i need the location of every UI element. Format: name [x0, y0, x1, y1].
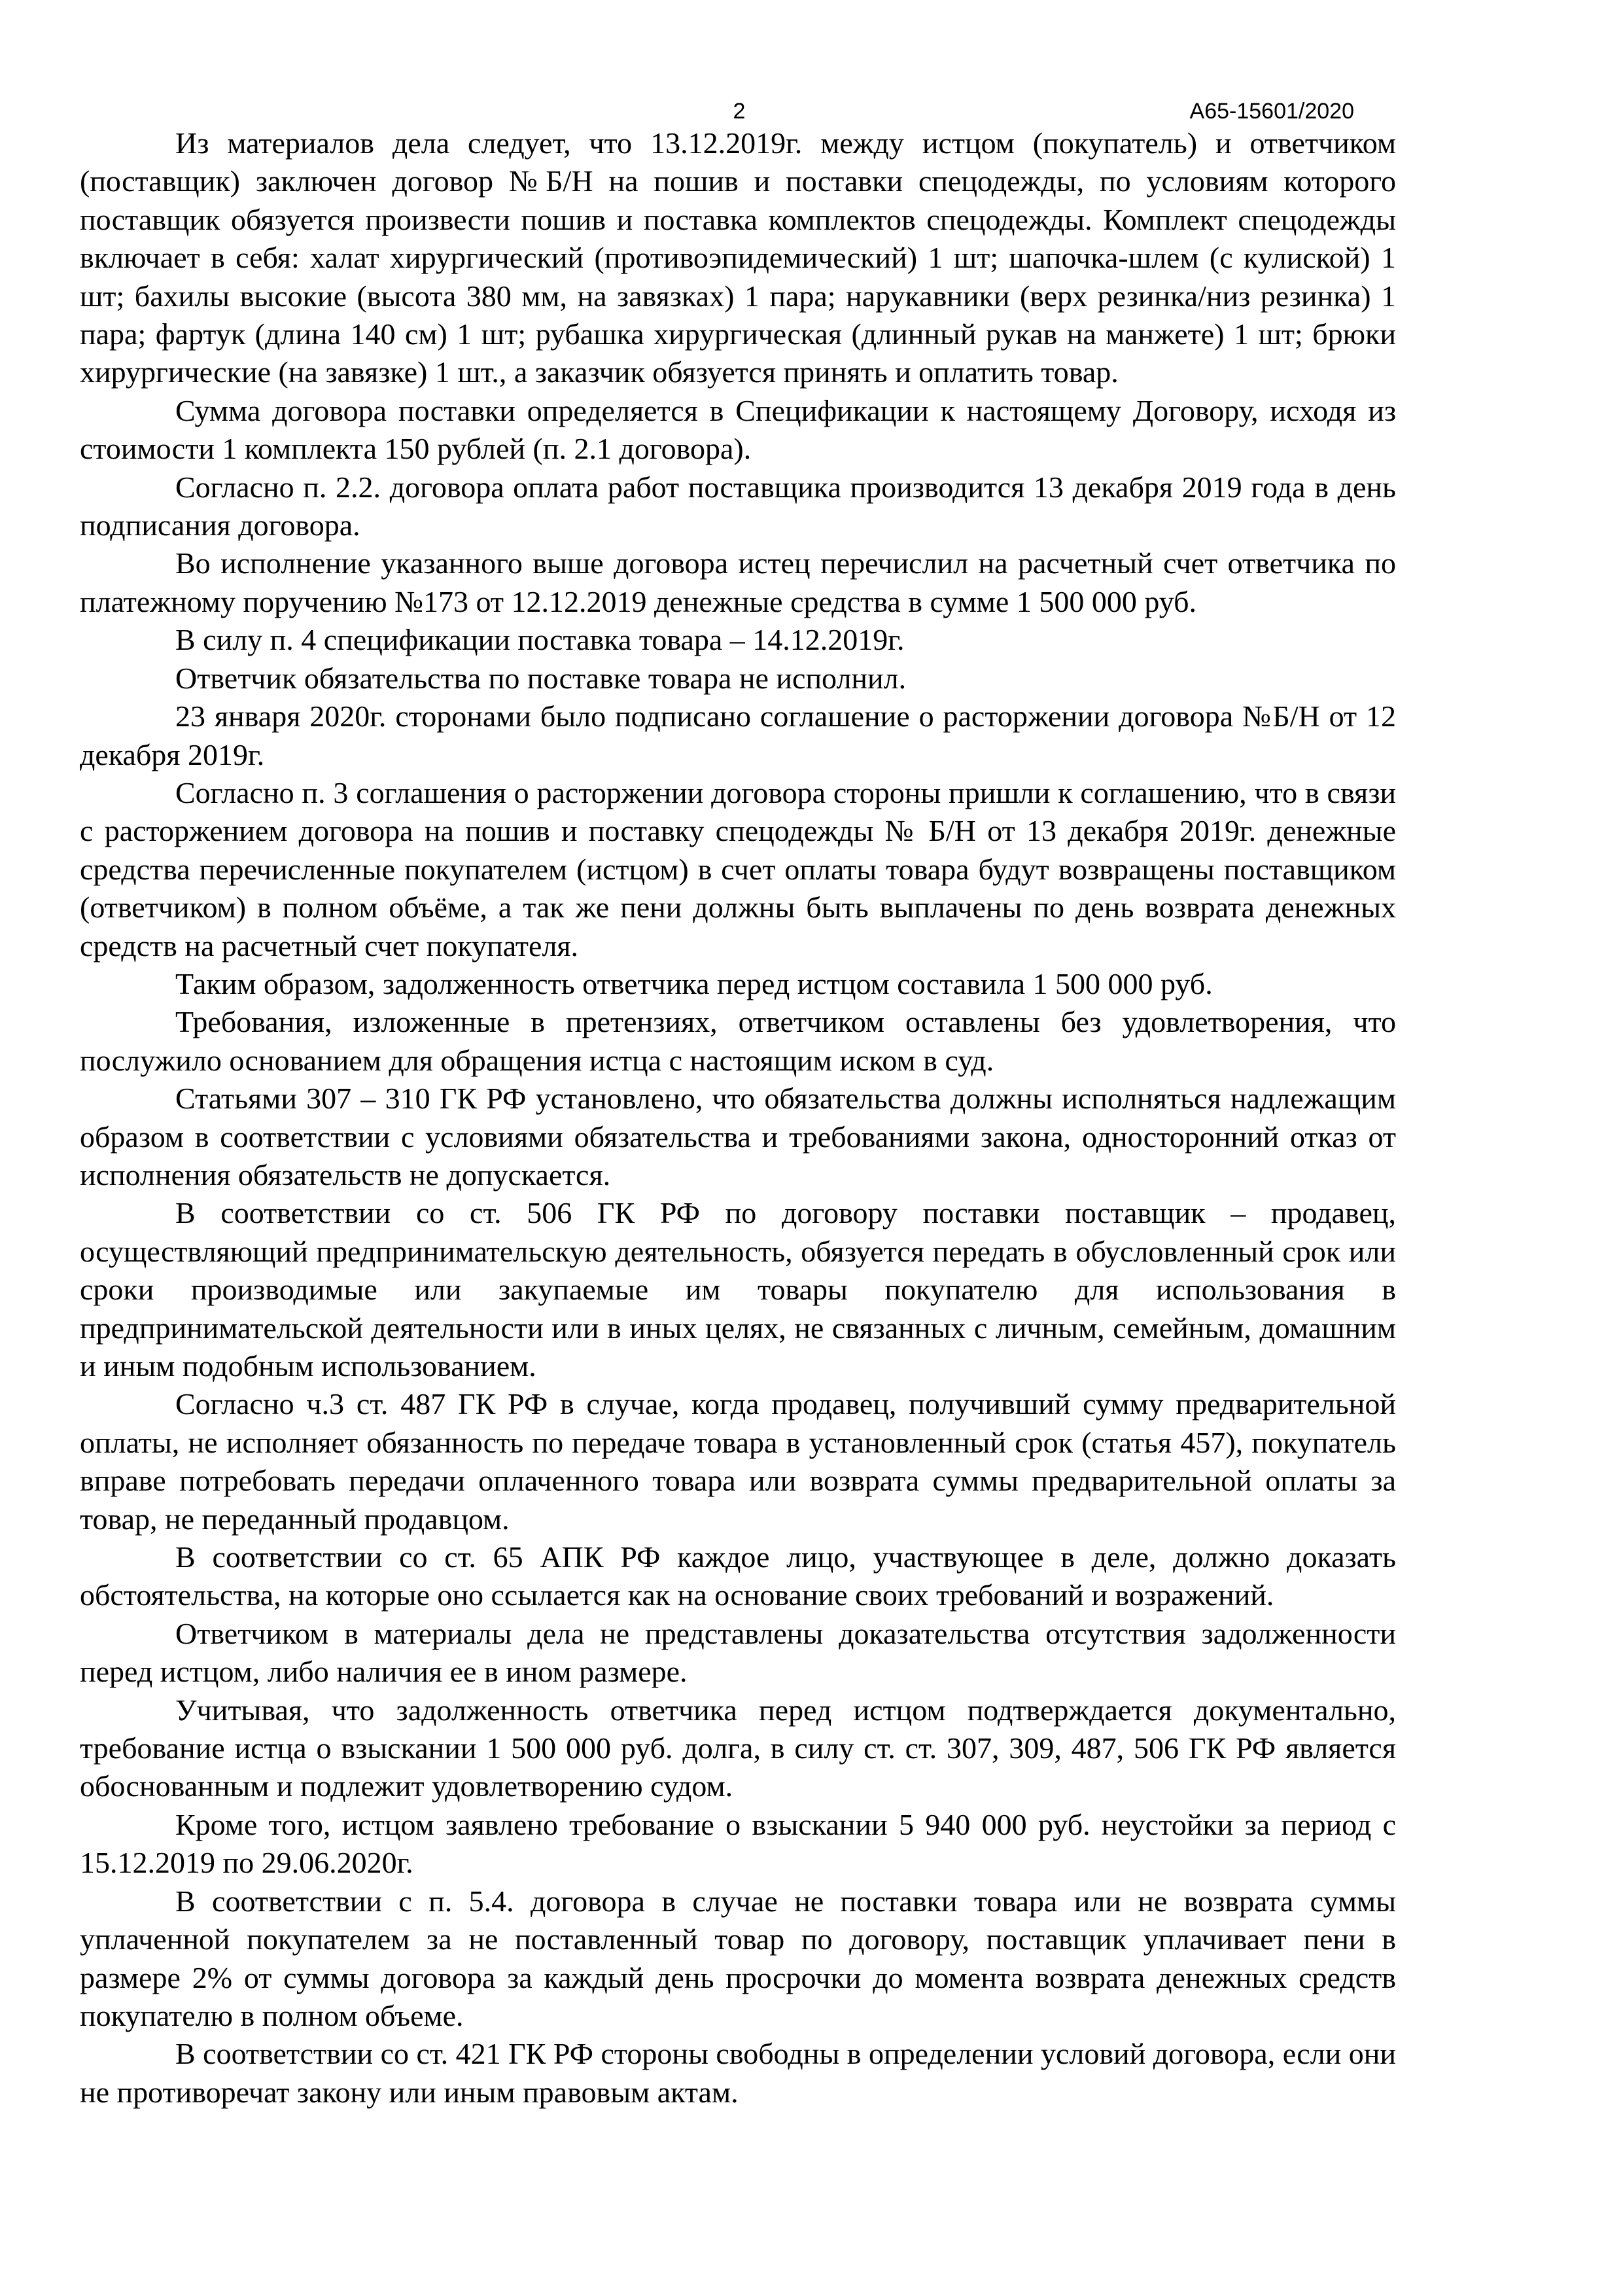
paragraph-penalty-claim: Кроме того, истцом заявлено требование о взыскании 5 940 000 руб. неустойки за период с 15.12.2019 по 29.06.2020г. — [80, 1807, 1396, 1880]
paragraph-no-evidence: Ответчиком в материалы дела не представлены доказательства отсутствия задолженности перед истцом, либо наличия ее в ином размере. — [80, 1616, 1396, 1689]
paragraph-clause-5-4: В соответствии с п. 5.4. договора в случае не поставки товара или не возврата суммы уплаченной покупателем за не поставленный товар по договору, поставщик уплачивает пени в размере 2% от суммы договора за каждый день просрочки до момента возврата денежных средств покупателю в полном объеме. — [80, 1884, 1396, 2032]
paragraph-article-506: В соответствии со ст. 506 ГК РФ по договору поставки поставщик – продавец, осуществляющий предпринимательскую деятельность, обязуется передать в обусловленный срок или сроки производимые или закупаемые им товары покупателю для использования в предпринимательской деятельности или в иных целях, не связанных с личным, семейным, домашним и иным подобным использованием. — [80, 1196, 1396, 1383]
case-number: А65-15601/2020 — [1189, 99, 1354, 124]
paragraph-non-performance: Ответчик обязательства по поставке товара не исполнил. — [175, 661, 907, 695]
paragraph-claims: Требования, изложенные в претензиях, ответчиком оставлены без удовлетворения, что послужило основанием для обращения истца с настоящим иском в суд. — [80, 1005, 1396, 1077]
paragraph-contract-sum: Сумма договора поставки определяется в Спецификации к настоящему Договору, исходя из стоимости 1 комплекта 150 рублей (п. 2.1 договора). — [80, 393, 1396, 466]
paragraph-article-487: Согласно ч.3 ст. 487 ГК РФ в случае, когда продавец, получивший сумму предварительной оплаты, не исполняет обязанность по передаче товара в установленный срок (статья 457), покупатель вправе потребовать передачи оплаченного товара или возврата суммы предварительной оплаты за товар, не переданный продавцом. — [80, 1387, 1396, 1536]
document-body — [80, 124, 1396, 2111]
paragraph-article-65: В соответствии со ст. 65 АПК РФ каждое лицо, участвующее в деле, должно доказать обстоятельства, на которые оно ссылается как на основание своих требований и возражений. — [80, 1540, 1396, 1612]
paragraph-delivery-date: В силу п. 4 спецификации поставка товара – 14.12.2019г. — [175, 623, 905, 657]
paragraph-termination: 23 января 2020г. сторонами было подписано соглашение о расторжении договора №Б/Н от 12 декабря 2019г. — [80, 699, 1396, 771]
paragraph-transfer: Во исполнение указанного выше договора истец перечислил на расчетный счет ответчика по платежному поручению №173 от 12.12.2019 денежные средства в сумме 1 500 000 руб. — [80, 546, 1396, 618]
paragraph-articles-307-310: Статьями 307 – 310 ГК РФ установлено, что обязательства должны исполняться надлежащим образом в соответствии с условиями обязательства и требованиями закона, односторонний отказ от исполнения обязательств не допускается. — [80, 1082, 1396, 1192]
paragraph-termination-terms: Согласно п. 3 соглашения о расторжении договора стороны пришли к соглашению, что в связи с расторжением договора на пошив и поставку спецодежды № Б/Н от 13 декабря 2019г. денежные средства перечисленные покупателем (истцом) в счет оплаты товара будут возвращены поставщиком (ответчиком) в полном объёме, а так же пени должны быть выплачены по день возврата денежных средств на расчетный счет покупателя. — [80, 775, 1396, 963]
paragraph-article-421: В соответствии со ст. 421 ГК РФ стороны свободны в определении условий договора, если они не противоречат закону или иным правовым актам. — [80, 2037, 1397, 2109]
paragraph-payment-date: Согласно п. 2.2. договора оплата работ поставщика производится 13 декабря 2019 года в день подписания договора. — [80, 470, 1396, 542]
paragraph-debt-recovery: Учитывая, что задолженность ответчика перед истцом подтверждается документально, требование истца о взыскании 1 500 000 руб. долга, в силу ст. ст. 307, 309, 487, 506 ГК РФ является обоснованным и подлежит удовлетворению судом. — [80, 1693, 1396, 1803]
page-number: 2 — [733, 99, 746, 124]
paragraph-contract-terms: Из материалов дела следует, что 13.12.2019г. между истцом (покупатель) и ответчиком (поставщик) заключен договор №Б/Н на пошив и поставки спецодежды, по условиям которого поставщик обязуется произвести пошив и поставка комплектов спецодежды. Комплект спецодежды включает в себя: халат хирургический (противоэпидемический) 1 шт; шапочка-шлем (с кулиской) 1 шт; бахилы высокие (высота 380 мм, на завязках) 1 пара; нарукавники (верх резинка/низ резинка) 1 пара; фартук (длина 140 см) 1 шт; рубашка хирургическая (длинный рукав на манжете) 1 шт; брюки хирургические (на завязке) 1 шт., а заказчик обязуется принять и оплатить товар. — [80, 126, 1396, 389]
paragraph-debt: Таким образом, задолженность ответчика перед истцом составила 1 500 000 руб. — [175, 966, 1213, 1000]
